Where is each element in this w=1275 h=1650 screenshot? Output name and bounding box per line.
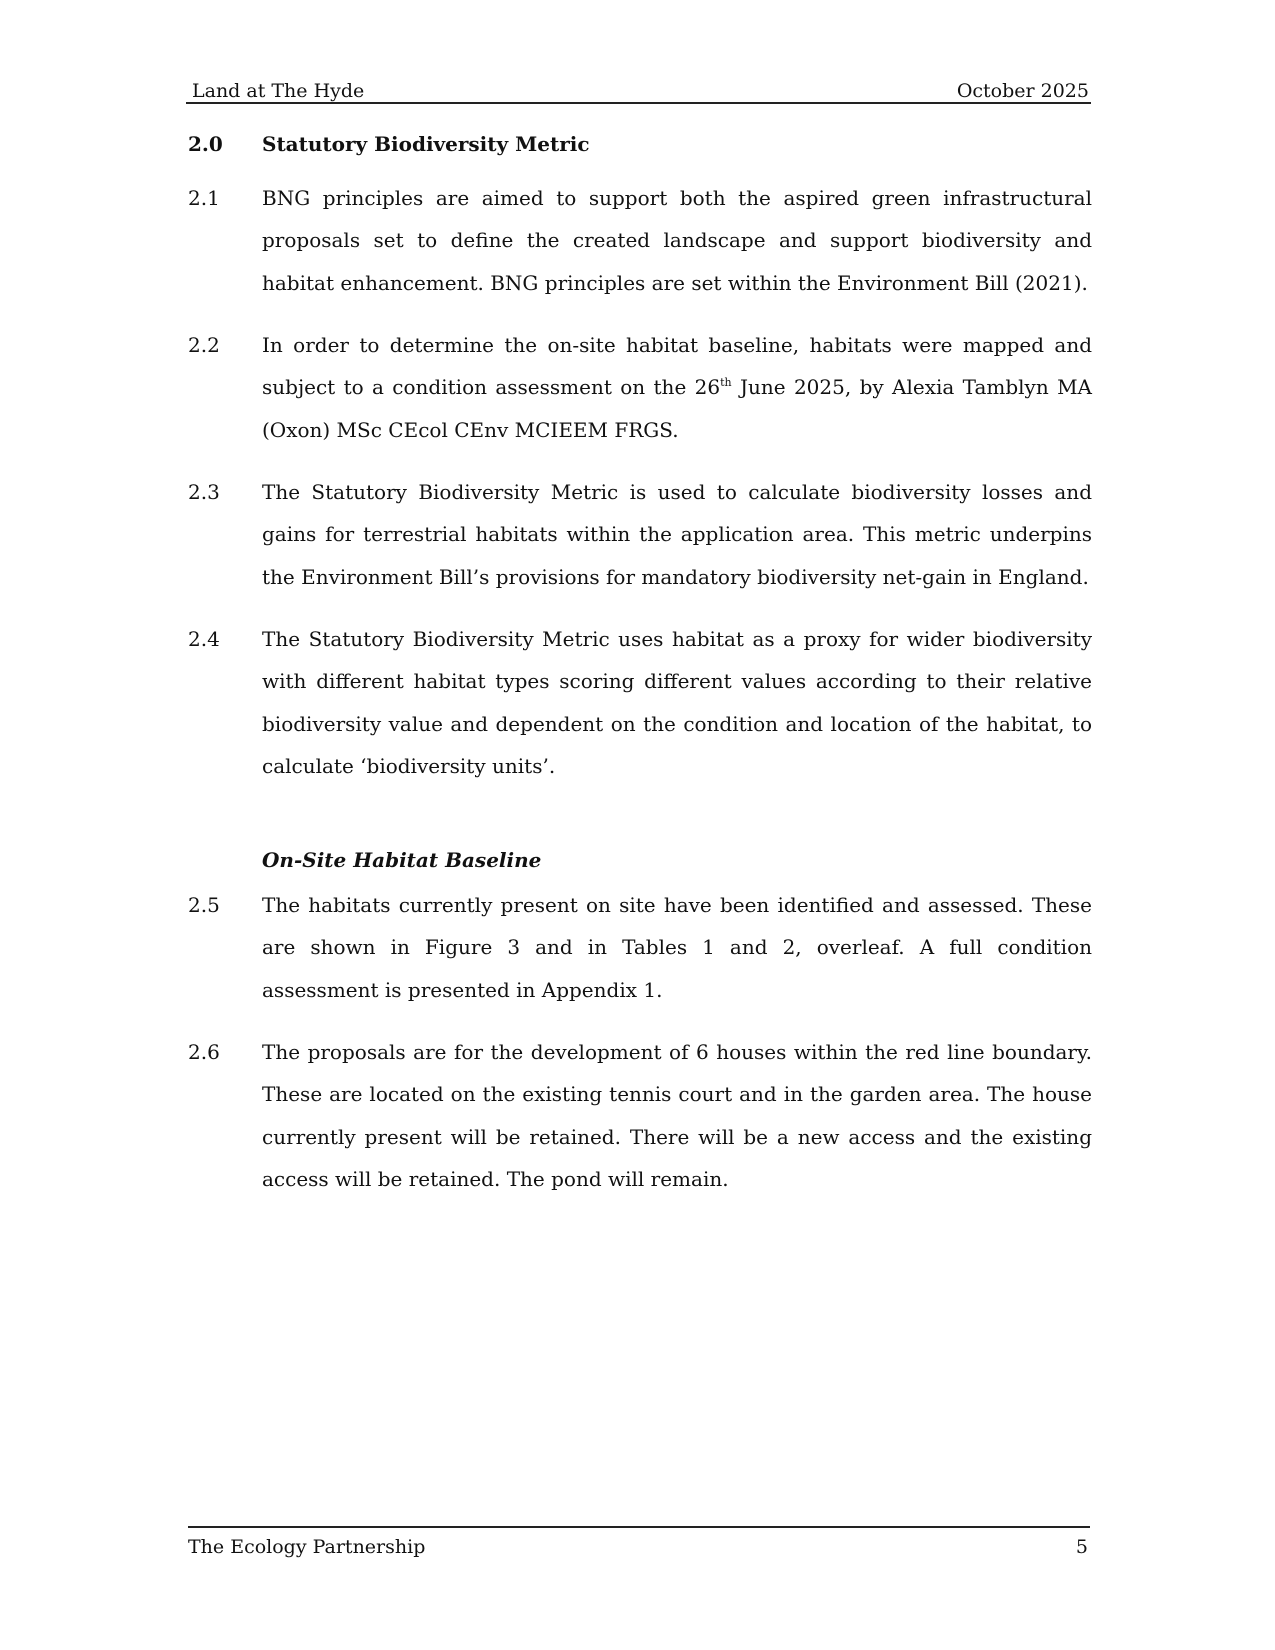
paragraph-number: 2.4 — [188, 627, 220, 651]
subsection-heading: On-Site Habitat Baseline — [262, 848, 542, 872]
paragraph-text: The Statutory Biodiversity Metric uses habitat as a proxy for wider biodiversity with different habitat types scoring different values according to their relative biodiversity value and dependent on the condition and location of the habitat, to calculate ‘biodiversity units’. — [262, 627, 1092, 778]
paragraph-text-part: In order to determine the on-site habitat baseline, habitats were mapped and subject to a condition assessment on the 26 — [262, 333, 1092, 400]
paragraph-number: 2.6 — [188, 1040, 220, 1064]
paragraph-text: The proposals are for the development of 6 houses within the red line boundary. These are located on the existing tennis court and in the garden area. The house currently present will be retained. There will be a new access and the existing access will be retained. The pond will remain. — [262, 1040, 1092, 1191]
header-date: October 2025 — [956, 80, 1089, 102]
paragraph-2-6 — [188, 1031, 1092, 1200]
paragraph-2-1 — [188, 177, 1092, 304]
page-footer — [188, 1526, 1090, 1558]
paragraph-number: 2.1 — [188, 186, 220, 210]
paragraph-2-3 — [188, 471, 1092, 598]
paragraph-text: The Statutory Biodiversity Metric is used to calculate biodiversity losses and gains for terrestrial habitats within the application area. This metric underpins the Environment Bill’s provisions for mandatory biodiversity net-gain in England. — [262, 480, 1092, 589]
page-number: 5 — [1075, 1536, 1088, 1558]
section-number: 2.0 — [188, 132, 223, 156]
paragraph-text — [262, 324, 1092, 451]
paragraph-2-5 — [188, 884, 1092, 1011]
header-document-title: Land at The Hyde — [192, 80, 365, 102]
section-title: Statutory Biodiversity Metric — [262, 132, 590, 156]
paragraph-number: 2.5 — [188, 893, 220, 917]
paragraph-text: The habitats currently present on site have been identified and assessed. These are shown in Figure 3 and in Tables 1 and 2, overleaf. A full condition assessment is presented in Appendix 1. — [262, 893, 1092, 1002]
footer-company-name: The Ecology Partnership — [188, 1536, 426, 1558]
ordinal-superscript: th — [720, 376, 732, 390]
paragraph-number: 2.2 — [188, 333, 220, 357]
paragraph-2-4 — [188, 618, 1092, 787]
paragraph-text: BNG principles are aimed to support both the aspired green infrastructural proposals set to define the created landscape and support biodiversity and habitat enhancement. BNG principles are set within the Environment Bill (2021). — [262, 186, 1092, 295]
paragraph-2-2 — [188, 324, 1092, 451]
page-header — [186, 78, 1091, 104]
paragraph-number: 2.3 — [188, 480, 220, 504]
paragraph-text-part: June 2025, by Alexia Tamblyn MA (Oxon) MSc CEcol CEnv MCIEEM FRGS. — [262, 375, 1093, 442]
